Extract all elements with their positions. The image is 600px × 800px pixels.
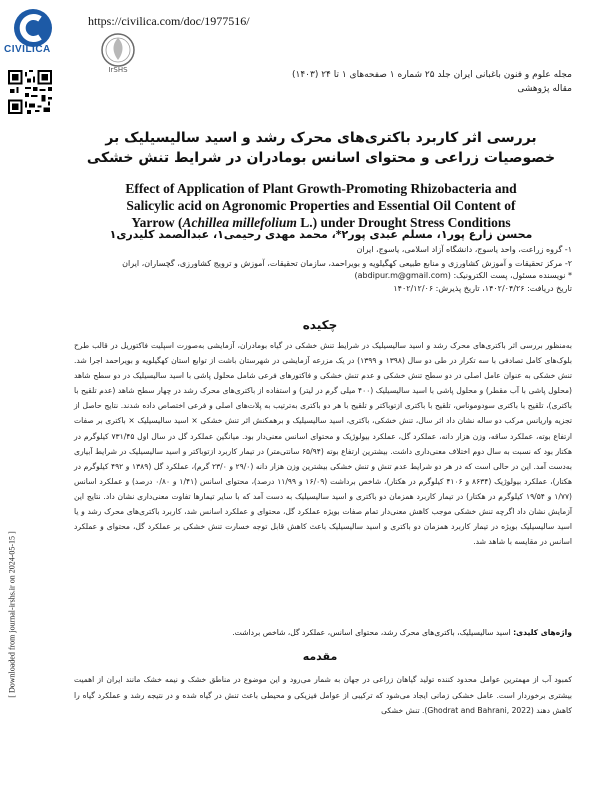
- introduction-body: کمبود آب از مهمترین عوامل محدود کننده تولید گیاهان زراعی در جهان به شمار می‌رود و این موضوع در مناطق خشک و نیمه خشک مانند ایران از اهمیت بیشتری برخوردار است. عامل خشکی زمانی ایجاد می‌شود که ترکیبی از عوامل فیزیکی و محیطی باعث تنش در گیاه شده و در نتیجه رشد و عملکرد گیاه را کاهش دهند (Ghodrat and Bahrani, 2022). تنش خشکی: [74, 675, 572, 716]
- english-title-line-3: Yarrow (Achillea millefolium L.) under Drought Stress Conditions: [131, 215, 511, 230]
- keywords-text: اسید سالیسیلیک، باکتری‌های محرک رشد، محتوای اسانس، عملکرد گل، شاخص برداشت.: [232, 628, 514, 637]
- scientific-name: Achillea millefolium: [182, 215, 297, 230]
- english-title-line-1: Effect of Application of Plant Growth-Promoting Rhizobacteria and: [125, 181, 517, 196]
- introduction-heading: مقدمه: [302, 650, 338, 663]
- journal-logo: [98, 30, 138, 74]
- persian-title: بررسی اثر کاربرد باکتری‌های محرک رشد و اسید سالیسیلیک بر خصوصیات زراعی و محتوای اسانس بومادران در شرایط تنش خشکی: [86, 130, 556, 166]
- keywords-label: واژه‌های کلیدی:: [513, 628, 572, 637]
- affiliation-1: ۱- گروه زراعت، واحد یاسوج، دانشگاه آزاد اسلامی، یاسوج، ایران: [356, 245, 572, 254]
- received-accepted-dates: تاریخ دریافت: ۱۴۰۲/۰۴/۲۶، تاریخ پذیرش: ۱۴۰۲/۱۲/۰۶: [393, 284, 572, 293]
- english-title: [70, 180, 572, 231]
- download-watermark: [ Downloaded from journal-irshs.ir on 2024-05-15 ]: [7, 531, 17, 698]
- civilica-wordmark: CIVILICA: [4, 44, 51, 55]
- journal-logo-text: IrSHS: [108, 66, 128, 74]
- abstract-heading: چکیده: [302, 318, 338, 332]
- qr-code-icon[interactable]: [8, 70, 52, 114]
- affiliation-2: ۲- مرکز تحقیقات و آموزش کشاورزی و منابع طبیعی کهگیلویه و بویراحمد، سازمان تحقیقات، آموزش و ترویج کشاورزی، گچساران، ایران: [122, 259, 572, 268]
- english-title-line-2: Salicylic acid on Agronomic Properties and Essential Oil Content of: [126, 198, 516, 213]
- keywords: [74, 626, 572, 640]
- corresponding-author: * نویسنده مسئول، پست الکترونیک: (abdipur.m@gmail.com): [354, 271, 572, 280]
- document-url-link[interactable]: https://civilica.com/doc/1977516/: [88, 14, 250, 28]
- article-type: مقاله پژوهشی: [517, 84, 572, 94]
- journal-citation: مجله علوم و فنون باغبانی ایران جلد ۲۵ شماره ۱ صفحه‌های ۱ تا ۲۴ (۱۴۰۳): [291, 70, 572, 80]
- author-list: محسن زارع پور۱، مسلم عبدی پور۲*، محمد مهدی رحیمی۱، عبدالصمد کلیدری۱: [109, 228, 533, 241]
- abstract-body: به‌منظور بررسی اثر باکتری‌های محرک رشد و اسید سالیسیلیک در شرایط تنش خشکی در گیاه بومادران، آزمایشی به‌صورت اسپلیت فاکتوریل در قالب طرح بلوک‌های کامل تصادفی با سه تکرار در طی دو سال (۱۳۹۸ و ۱۳۹۹) در یک مزرعه آزمایشی در شهرستان باشت از توابع استان کهگیلویه و بویراحمد اجرا شد. تنش خشکی به عنوان عامل اصلی در دو سطح تنش خشکی و عدم تنش خشکی و فاکتورهای فرعی شامل محلول پاشی با اسید سالیسیلیک در دو سطح شاهد (محلول پاشی با آب مقطر) و محلول پاشی با اسید سالیسیلیک (۴۰۰ میلی گرم در لیتر) و استفاده از باکتری‌های محرک رشد در چهار سطح شاهد (عدم تلقیح با باکتری)، تلقیح با باکتری سودوموناس، تلقیح با باکتری ازتوباکتر و تلقیح با هر دو باکتری به‌ترتیب به پلات‌های اصلی و فرعی اختصاص داده شدند. نتایج حاصل از تجزیه واریانس مرکب دو ساله نشان داد اثر سال، تنش خشکی، باکتری، اسید سالیسیلیک و برهمکنش اثر تنش خشکی × اسید سالیسیلیک × باکتری بر صفات ارتفاع بوته، عملکرد ساقه، وزن هزار دانه، عملکرد گل، عملکرد بیولوژیک و محتوای اسانس معنی‌دار بود. میانگین عملکرد گل در سال اول ۷۳۱/۴۵ کیلوگرم در هکتار بود که نسبت به سال دوم اختلاف معنی‌داری داشت. بیشترین ارتفاع بوته (۶۵/۹۴ سانتی‌متر) در تیمار کاربرد ازتوباکتر و اسید سالیسیلیک در شرایط آبیاری به‌دست آمد. این در حالی است که در هر دو شرایط عدم تنش و تنش خشکی بیشترین وزن هزار دانه (۲۹/۰ و ۲۳/۰ گرم)، عملکرد گل (۱۳۸۹ و ۴۹۲ کیلوگرم در هکتار)، عملکرد بیولوژیک (۸۶۳۴ و ۴۱۰۶ کیلوگرم در هکتار)، شاخص برداشت (۱۶/۰۹ و ۱۱/۹۹ درصد)، محتوای اسانس (۱/۴۱ و ۰/۸۰ درصد) و عملکرد اسانس (۱/۷۷ و ۱۹/۵۴ کیلوگرم در هکتار) در تیمار کاربرد همزمان دو باکتری و اسید سالیسیلیک به دست آمد که با سایر تیمارها تفاوت معنی‌داری نشان داد. نتایج این آزمایش نشان داد اگرچه تنش خشکی موجب کاهش معنی‌دار تمام صفات بویژه عملکرد گل، محتوای و عملکرد اسانس شد، کاربرد باکتری‌های محرک رشد و یا اسید سالیسیلیک بویژه در تیمار کاربرد همزمان دو باکتری و اسید سالیسیلیک باعث کاهش قابل توجه خسارت تنش خشکی بر عملکرد گل، محتوای و عملکرد اسانس در مقایسه با شاهد شد.: [74, 341, 573, 547]
